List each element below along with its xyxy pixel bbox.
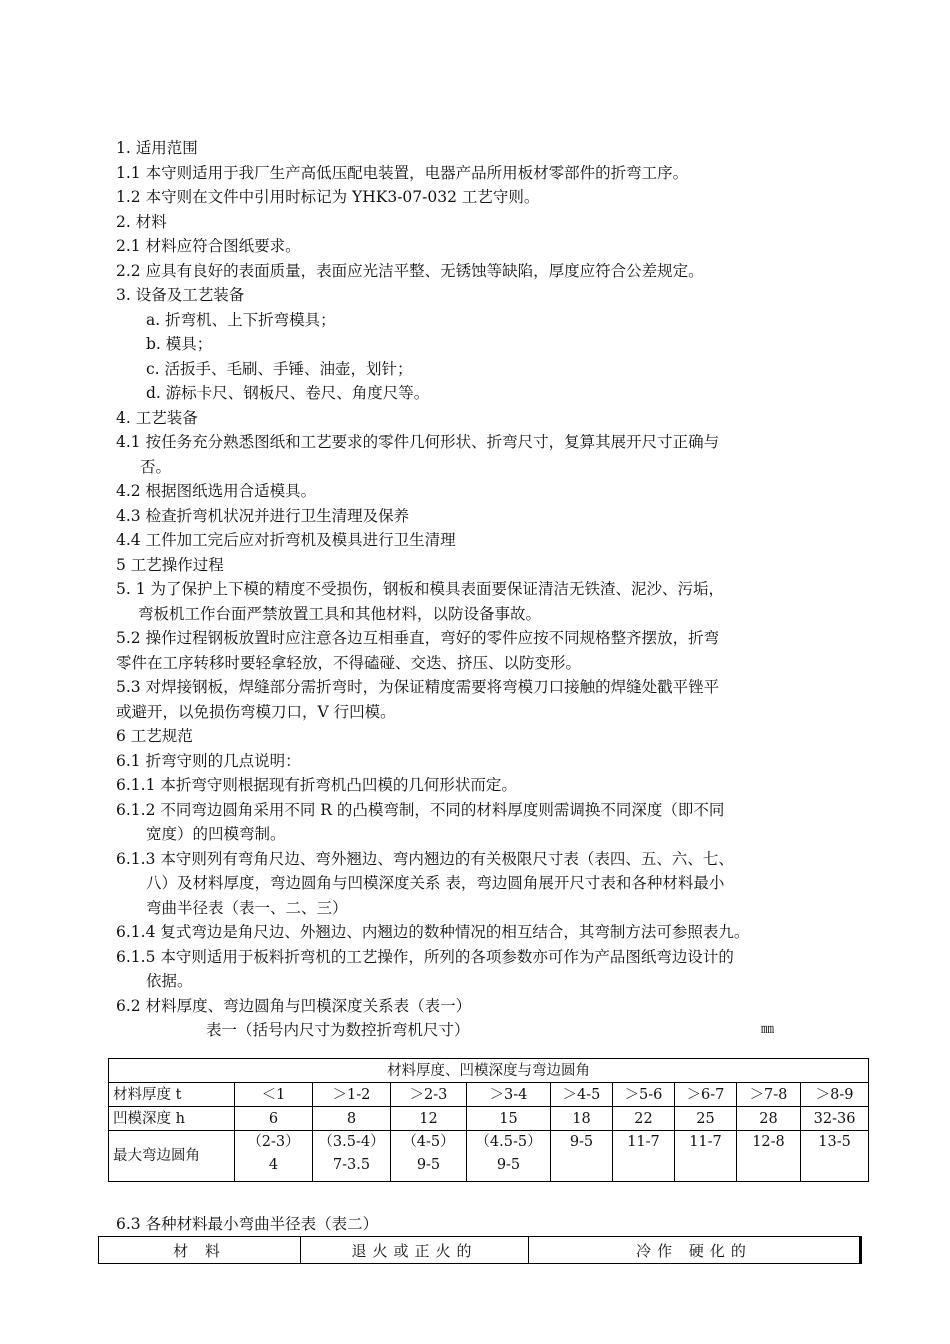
text-line: 6.1.5 本守则适用于板料折弯机的工艺操作，所列的各项参数亦可作为产品图纸弯边设计的 — [116, 947, 734, 966]
text-line: 宽度）的凹模弯制。 — [146, 825, 286, 843]
table-1-thickness-depth-radius — [108, 1058, 869, 1182]
text-line: 5.3 对焊接钢板，焊缝部分需折弯时，为保证精度需要将弯模刀口接触的焊缝处戳平锉平 — [116, 678, 720, 696]
table-cell-line: （4.5-5） — [475, 1134, 542, 1150]
text-line: 6.1 折弯守则的几点说明： — [116, 751, 301, 770]
table-2-header-annealed: 退火或正火的 — [301, 1237, 529, 1264]
text-line: 6 工艺规范 — [116, 727, 193, 745]
text-line: 零件在工序转移时要轻拿轻放，不得磕碰、交迭、挤压、以防变形。 — [116, 653, 582, 672]
table-cell-line: （4-5） — [402, 1134, 455, 1150]
table-cell: ＞2-3 — [391, 1083, 467, 1107]
table-cell: ＞3-4 — [467, 1083, 551, 1107]
text-line: 6.1.1 本折弯守则根据现有折弯机凸凹模的几何形状而定。 — [116, 776, 517, 794]
table-cell: 12 — [391, 1107, 467, 1131]
table-cell-line: （3.5-4） — [318, 1134, 385, 1150]
text-line: 2.1 材料应符合图纸要求。 — [116, 237, 301, 255]
text-line: 1.2 本守则在文件中引用时标记为 YHK3-07-032 工艺守则。 — [116, 188, 540, 206]
table-cell-line: 11-7 — [689, 1134, 722, 1150]
text-line: 否。 — [140, 457, 172, 476]
text-line: 弯板机工作台面严禁放置工具和其他材料，以防设备事故。 — [138, 604, 542, 623]
section-6-3-title: 6.3 各种材料最小弯曲半径表（表二） — [116, 1215, 379, 1233]
text-line: 4.4 工件加工完后应对折弯机及模具进行卫生清理 — [116, 531, 456, 549]
table-cell: ＞8-9 — [801, 1083, 869, 1107]
table-1-thickness-row — [109, 1083, 869, 1107]
text-line: 1.1 本守则适用于我厂生产高低压配电装置，电器产品所用板材零部件的折弯工序。 — [116, 163, 689, 182]
text-line: 2.2 应具有良好的表面质量，表面应光洁平整、无锈蚀等缺陷，厚度应符合公差规定。 — [116, 261, 704, 280]
table-cell: ＞7-8 — [737, 1083, 801, 1107]
table-1-radius-row — [109, 1131, 869, 1182]
table-cell-line: 11-7 — [627, 1134, 660, 1150]
table-cell — [467, 1131, 551, 1182]
table-cell-line: 4 — [268, 1157, 279, 1173]
table-cell-line: 7-3.5 — [332, 1157, 371, 1173]
table-2-min-bend-radius — [98, 1236, 862, 1264]
table-cell — [801, 1131, 869, 1182]
text-line: 八）及材料厚度，弯边圆角与凹模深度关系 表，弯边圆角展开尺寸表和各种材料最小 — [146, 874, 725, 892]
table-cell-line: （2-3） — [247, 1134, 300, 1150]
text-line: 弯曲半径表（表一、二、三） — [146, 898, 348, 917]
table-cell — [235, 1131, 313, 1182]
table-1-caption: 表一（括号内尺寸为数控折弯机尺寸） — [206, 1021, 470, 1039]
text-line: 5. 1 为了保护上下模的精度不受损伤，钢板和模具表面要保证清洁无铁渣、泥沙、污垢， — [116, 580, 725, 598]
table-cell: ＞6-7 — [675, 1083, 737, 1107]
table-cell — [551, 1131, 613, 1182]
text-line: 4.2 根据图纸选用合适模具。 — [116, 482, 317, 500]
depth-label: 凹模深度 h — [109, 1107, 235, 1131]
table-cell — [613, 1131, 675, 1182]
table-cell-line: 9-5 — [416, 1157, 441, 1173]
table-cell: 28 — [737, 1107, 801, 1131]
text-line: 4. 工艺装备 — [116, 408, 198, 427]
text-line: 4.1 按任务充分熟悉图纸和工艺要求的零件几何形状、折弯尺寸，复算其展开尺寸正确与 — [116, 433, 720, 451]
table-cell: 32-36 — [801, 1107, 869, 1131]
text-line: 依据。 — [146, 972, 193, 990]
table-2-header-material: 材 料 — [99, 1237, 301, 1264]
table-cell-line: 13-5 — [818, 1134, 851, 1150]
table-cell: 25 — [675, 1107, 737, 1131]
table-cell: ＞4-5 — [551, 1083, 613, 1107]
text-line: 5.2 操作过程钢板放置时应注意各边互相垂直，弯好的零件应按不同规格整齐摆放，折弯 — [116, 629, 720, 647]
radius-label: 最大弯边圆角 — [109, 1131, 235, 1182]
table-cell: ＜1 — [235, 1083, 313, 1107]
text-line: 6.1.3 本守则列有弯角尺边、弯外翘边、弯内翘边的有关极限尺寸表（表四、五、六、七、 — [116, 849, 734, 868]
text-line: 6.1.2 不同弯边圆角采用不同 R 的凸模弯制，不同的材料厚度则需调换不同深度（即不同 — [116, 800, 725, 819]
text-line: 5 工艺操作过程 — [116, 555, 224, 574]
document-body — [116, 136, 876, 1044]
text-line: b. 模具； — [146, 335, 213, 353]
text-line: 或避开，以免损伤弯模刀口，V 行凹模。 — [116, 702, 396, 721]
text-line: 2. 材料 — [116, 212, 167, 231]
table-cell-line: 12-8 — [752, 1134, 785, 1150]
text-line: a. 折弯机、上下折弯模具； — [146, 310, 336, 329]
table-1-header: 材料厚度、凹模深度与弯边圆角 — [109, 1059, 869, 1083]
table-2-header-row — [99, 1237, 861, 1264]
table-cell — [675, 1131, 737, 1182]
table-cell: 15 — [467, 1107, 551, 1131]
table-2-header-cold-hardened: 冷作 硬化的 — [529, 1237, 861, 1264]
table-cell: 18 — [551, 1107, 613, 1131]
text-line: 6.2 材料厚度、弯边圆角与凹模深度关系表（表一） — [116, 996, 472, 1015]
table-1-depth-row — [109, 1107, 869, 1131]
table-cell-line: 9-5 — [496, 1157, 521, 1173]
table-cell: ＞5-6 — [613, 1083, 675, 1107]
table-cell-line: 9-5 — [569, 1134, 594, 1150]
text-line: c. 活扳手、毛刷、手锤、油壶，划针； — [146, 359, 413, 378]
table-cell: 22 — [613, 1107, 675, 1131]
table-1-unit: ㎜ — [761, 1022, 775, 1037]
table-1-header-row — [109, 1059, 869, 1083]
text-line: d. 游标卡尺、钢板尺、卷尺、角度尺等。 — [146, 384, 430, 402]
table-1-caption-row — [116, 1018, 876, 1044]
text-line: 6.1.4 复式弯边是角尺边、外翘边、内翘边的数种情况的相互结合，其弯制方法可参照表九。 — [116, 923, 750, 941]
text-line: 1. 适用范围 — [116, 139, 198, 157]
thickness-label: 材料厚度 t — [109, 1083, 235, 1107]
table-cell: 8 — [313, 1107, 391, 1131]
table-cell: 6 — [235, 1107, 313, 1131]
table-cell — [313, 1131, 391, 1182]
table-cell — [391, 1131, 467, 1182]
text-line: 4.3 检查折弯机状况并进行卫生清理及保养 — [116, 506, 410, 525]
table-cell — [737, 1131, 801, 1182]
text-line: 3. 设备及工艺装备 — [116, 286, 245, 304]
table-cell: ＞1-2 — [313, 1083, 391, 1107]
